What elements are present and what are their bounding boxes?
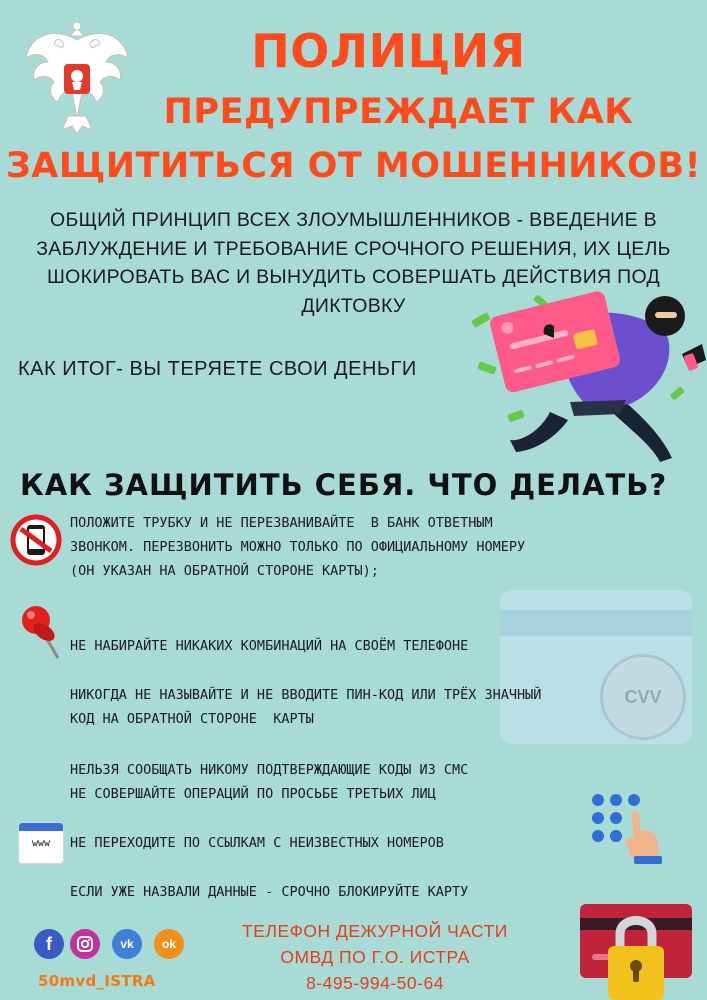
- hotline-block: [200, 918, 550, 996]
- facebook-icon[interactable]: f: [34, 929, 64, 959]
- principle-line: ОБЩИЙ ПРИНЦИП ВСЕХ ЗЛОУМЫШЛЕННИКОВ - ВВЕДЕНИЕ В: [50, 209, 657, 231]
- instagram-glyph: [76, 935, 94, 953]
- principle-line: ЗАБЛУЖДЕНИЕ И ТРЕБОВАНИЕ СРОЧНОГО РЕШЕНИЯ, ИХ ЦЕЛЬ: [36, 237, 671, 260]
- tip-no-links: НЕ ПЕРЕХОДИТЕ ПО ССЫЛКАМ С НЕИЗВЕСТНЫХ НОМЕРОВ: [70, 835, 444, 851]
- tip-no-combinations: НЕ НАБИРАЙТЕ НИКАКИХ КОМБИНАЦИЙ НА СВОЁМ ТЕЛЕФОНЕ: [70, 638, 469, 654]
- thief-with-card-illustration: [450, 282, 707, 472]
- poster-title-line-1: ПОЛИЦИЯ: [251, 24, 526, 78]
- poster-title-line-3: ЗАЩИТИТЬСЯ ОТ МОШЕННИКОВ!: [5, 146, 702, 186]
- vk-icon[interactable]: vk: [112, 929, 142, 959]
- www-browser-icon: [18, 822, 64, 864]
- tip-hang-up: ПОЛОЖИТЕ ТРУБКУ И НЕ ПЕРЕЗВАНИВАЙТЕ В БАНК ОТВЕТНЫМ ЗВОНКОМ. ПЕРЕЗВОНИТЬ МОЖНО ТОЛЬКО ПО ОФИЦИАЛЬНОМУ НОМЕРУ (ОН УКАЗАН НА ОБРАТНОЙ СТОРОНЕ КАРТЫ);: [70, 515, 526, 579]
- no-phone-icon: [10, 514, 62, 566]
- www-label: www: [31, 838, 51, 849]
- poster-title-line-2: ПРЕДУПРЕЖДАЕТ КАК: [163, 92, 634, 132]
- push-pin-icon: [14, 600, 66, 662]
- hotline-label: ТЕЛЕФОН ДЕЖУРНОЙ ЧАСТИ: [242, 921, 508, 941]
- tip-block-card: ЕСЛИ УЖЕ НАЗВАЛИ ДАННЫЕ - СРОЧНО БЛОКИРУЙТЕ КАРТУ: [70, 884, 469, 900]
- tip-no-sms-codes: НЕЛЬЗЯ СООБЩАТЬ НИКОМУ ПОДТВЕРЖДАЮЩИЕ КОДЫ ИЗ СМС НЕ СОВЕРШАЙТЕ ОПЕРАЦИЙ ПО ПРОСЬБЕ ТРЕТЬИХ ЛИЦ: [70, 762, 469, 802]
- keypad-finger-icon: [590, 792, 670, 864]
- hotline-phone[interactable]: 8-495-994-50-64: [306, 973, 444, 993]
- principle-line: ДИКТОВКУ: [301, 294, 406, 317]
- magnetic-stripe: [500, 610, 692, 636]
- browser-title-bar: [19, 823, 63, 831]
- hotline-department: ОМВД ПО Г.О. ИСТРА: [280, 947, 470, 967]
- section-heading: КАК ЗАЩИТИТЬ СЕБЯ. ЧТО ДЕЛАТЬ?: [20, 468, 668, 502]
- cvv-magnifier: CVV: [600, 654, 686, 740]
- social-handle: 50mvd_ISTRA: [38, 972, 156, 990]
- result-text: КАК ИТОГ- ВЫ ТЕРЯЕТЕ СВОИ ДЕНЬГИ: [18, 358, 417, 380]
- odnoklassniki-icon[interactable]: ok: [154, 929, 184, 959]
- card-padlock-icon: [572, 894, 696, 1000]
- tip-no-pin: НИКОГДА НЕ НАЗЫВАЙТЕ И НЕ ВВОДИТЕ ПИН-КОД ИЛИ ТРЁХ ЗНАЧНЫЙ КОД НА ОБРАТНОЙ СТОРОНЕ КАРТЫ: [70, 687, 542, 727]
- principle-line: ШОКИРОВАТЬ ВАС И ВЫНУДИТЬ СОВЕРШАТЬ ДЕЙСТВИЯ ПОД: [47, 266, 660, 288]
- instagram-icon[interactable]: [70, 929, 100, 959]
